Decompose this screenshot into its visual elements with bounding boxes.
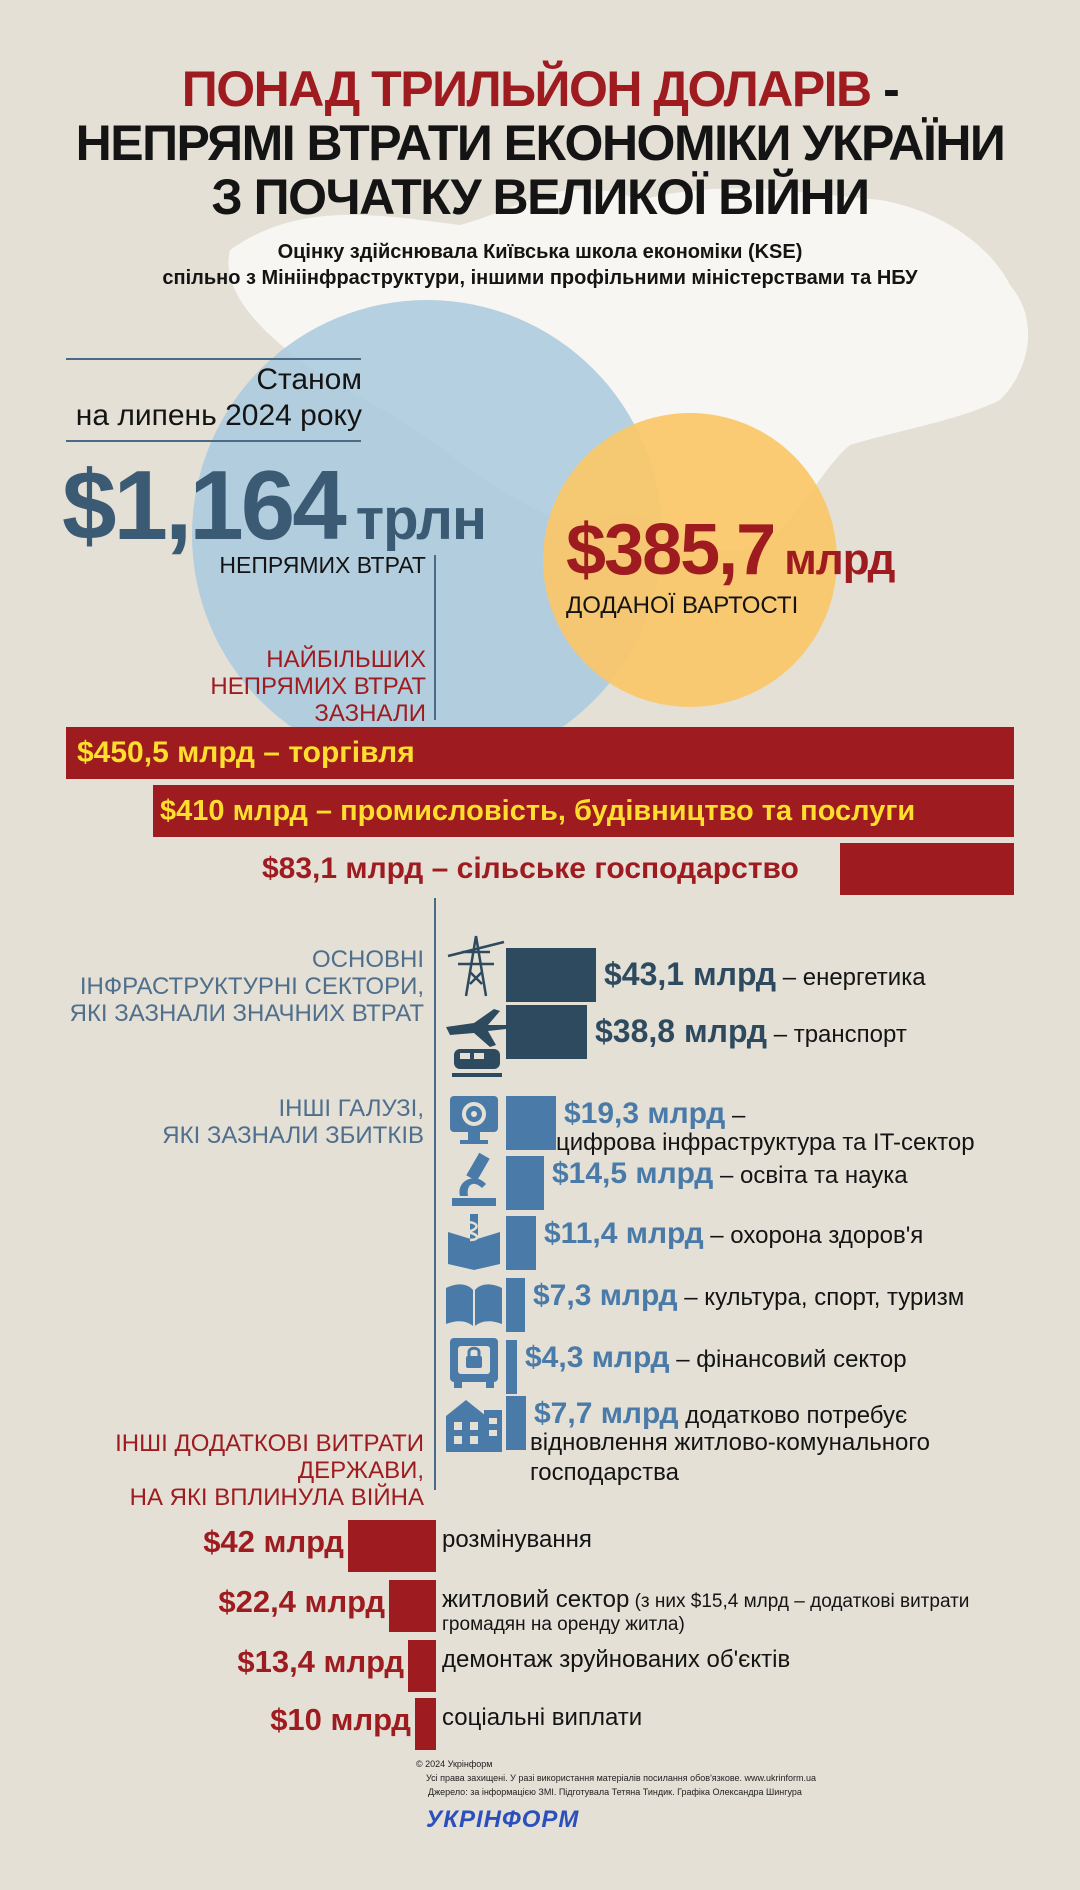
vertical-axis-line-lower xyxy=(434,898,436,1490)
state-bar xyxy=(348,1520,436,1572)
other-bar xyxy=(506,1396,526,1450)
divider-bottom xyxy=(66,440,361,442)
state-bar xyxy=(415,1698,436,1750)
infra-bar xyxy=(506,948,596,1002)
other-desc: – охорона здоров'я xyxy=(703,1222,924,1249)
infra-value: $43,1 млрд xyxy=(604,956,777,992)
other-bar xyxy=(506,1278,525,1332)
infra-desc: – транспорт xyxy=(767,1021,907,1048)
medical-icon xyxy=(444,1212,504,1272)
other-desc-line-3: господарства xyxy=(530,1459,679,1486)
state-desc: демонтаж зруйнованих об'єктів xyxy=(442,1646,791,1673)
state-note: (з них $15,4 млрд – додаткові витрати xyxy=(629,1591,970,1612)
total-label: НЕПРЯМИХ ВТРАТ xyxy=(219,552,426,578)
largest-label-industry: $410 млрд – промисловість, будівництво та послуги xyxy=(160,795,916,827)
largest-label-agriculture: $83,1 млрд – сільське господарство xyxy=(262,852,799,885)
largest-losses-label: НАЙБІЛЬШИХ НЕПРЯМИХ ВТРАТ ЗАЗНАЛИ xyxy=(210,646,426,727)
footer-rights: Усі права захищені. У разі використання матеріалів посилання обов'язкове. www.ukrinform.ua xyxy=(426,1773,817,1783)
other-bar xyxy=(506,1096,556,1150)
infra-row-text xyxy=(595,1009,907,1057)
other-desc: – фінансовий сектор xyxy=(669,1346,907,1373)
infra-bar xyxy=(506,1005,587,1059)
other-value: $7,3 млрд xyxy=(533,1279,678,1312)
state-bar xyxy=(389,1580,436,1632)
infra-desc: – енергетика xyxy=(776,964,926,991)
infra-sectors-label: ОСНОВНІ ІНФРАСТРУКТУРНІ СЕКТОРИ, ЯКІ ЗАЗНАЛИ ЗНАЧНИХ ВТРАТ xyxy=(69,946,424,1027)
added-value-label: ДОДАНОЇ ВАРТОСТІ xyxy=(566,592,799,619)
added-value: $385,7 млрд xyxy=(566,510,895,590)
other-sectors-label: ІНШІ ГАЛУЗІ, ЯКІ ЗАЗНАЛИ ЗБИТКІВ xyxy=(162,1095,424,1149)
other-row-text xyxy=(552,1156,908,1194)
other-desc: – культура, спорт, туризм xyxy=(677,1284,965,1311)
other-bar xyxy=(506,1156,544,1210)
infra-row-text xyxy=(604,952,926,1000)
state-desc: житловий сектор (з них $15,4 млрд – додаткові витрати xyxy=(442,1586,970,1613)
transport-icon xyxy=(444,1005,508,1081)
other-desc: – xyxy=(725,1102,746,1129)
safe-icon xyxy=(448,1336,500,1390)
other-bar xyxy=(506,1216,536,1270)
ukrinform-logo: УКРІНФОРМ xyxy=(426,1806,580,1833)
other-desc: додатково потребує xyxy=(678,1402,908,1429)
as-of-line-2: на липень 2024 року xyxy=(75,399,362,432)
state-value: $10 млрд xyxy=(270,1702,411,1737)
other-value: $14,5 млрд xyxy=(552,1157,714,1190)
other-desc-line-2: відновлення житлово-комунального xyxy=(530,1429,930,1456)
other-row-text xyxy=(525,1340,907,1378)
title-line-2: НЕПРЯМІ ВТРАТИ ЕКОНОМІКИ УКРАЇНИ xyxy=(75,115,1005,171)
state-bar xyxy=(408,1640,436,1692)
power-line-icon xyxy=(444,932,508,1000)
state-desc: соціальні виплати xyxy=(442,1704,643,1731)
book-icon xyxy=(444,1280,504,1330)
footer-copyright: © 2024 Укрінформ xyxy=(416,1759,493,1769)
other-desc: – освіта та наука xyxy=(713,1162,908,1189)
state-costs-label: ІНШІ ДОДАТКОВІ ВИТРАТИ ДЕРЖАВИ, НА ЯКІ ВПЛИНУЛА ВІЙНА xyxy=(115,1430,424,1511)
other-value: $4,3 млрд xyxy=(525,1341,670,1374)
vertical-axis-line xyxy=(434,555,436,720)
computer-gear-icon xyxy=(446,1092,502,1148)
subtitle-line-2: спільно з Мініінфраструктури, іншими профільними міністерствами та НБУ xyxy=(162,267,918,289)
subtitle-line-1: Оцінку здійснювала Київська школа економіки (KSE) xyxy=(277,241,803,263)
largest-label-trade: $450,5 млрд – торгівля xyxy=(77,736,415,769)
microscope-icon xyxy=(446,1150,502,1210)
state-value: $13,4 млрд xyxy=(237,1644,404,1679)
state-desc: розмінування xyxy=(442,1526,592,1553)
state-note-line-2: громадян на оренду житла) xyxy=(442,1614,685,1635)
title-line-1: ПОНАД ТРИЛЬЙОН ДОЛАРІВ - xyxy=(181,61,899,117)
total-value: $1,164 трлн xyxy=(62,450,487,560)
buildings-icon xyxy=(444,1396,504,1452)
other-value: $7,7 млрд xyxy=(534,1397,679,1430)
other-row-text xyxy=(544,1216,923,1254)
other-bar xyxy=(506,1340,517,1394)
as-of-line-1: Станом xyxy=(256,363,362,396)
other-value: $19,3 млрд xyxy=(564,1097,726,1130)
other-value: $11,4 млрд xyxy=(544,1217,704,1250)
other-desc-line-2: цифрова інфраструктура та IT-сектор xyxy=(556,1129,975,1156)
other-row-text xyxy=(533,1278,964,1316)
state-value: $22,4 млрд xyxy=(218,1584,385,1619)
infra-value: $38,8 млрд xyxy=(595,1013,768,1049)
divider-top xyxy=(66,358,361,360)
largest-bar-agriculture xyxy=(840,843,1014,895)
title-line-3: З ПОЧАТКУ ВЕЛИКОЇ ВІЙНИ xyxy=(211,169,869,225)
state-value: $42 млрд xyxy=(203,1524,344,1559)
footer-source: Джерело: за інформацією ЗМІ. Підготувала Тетяна Тиндик. Графіка Олександра Шингура xyxy=(428,1787,802,1797)
